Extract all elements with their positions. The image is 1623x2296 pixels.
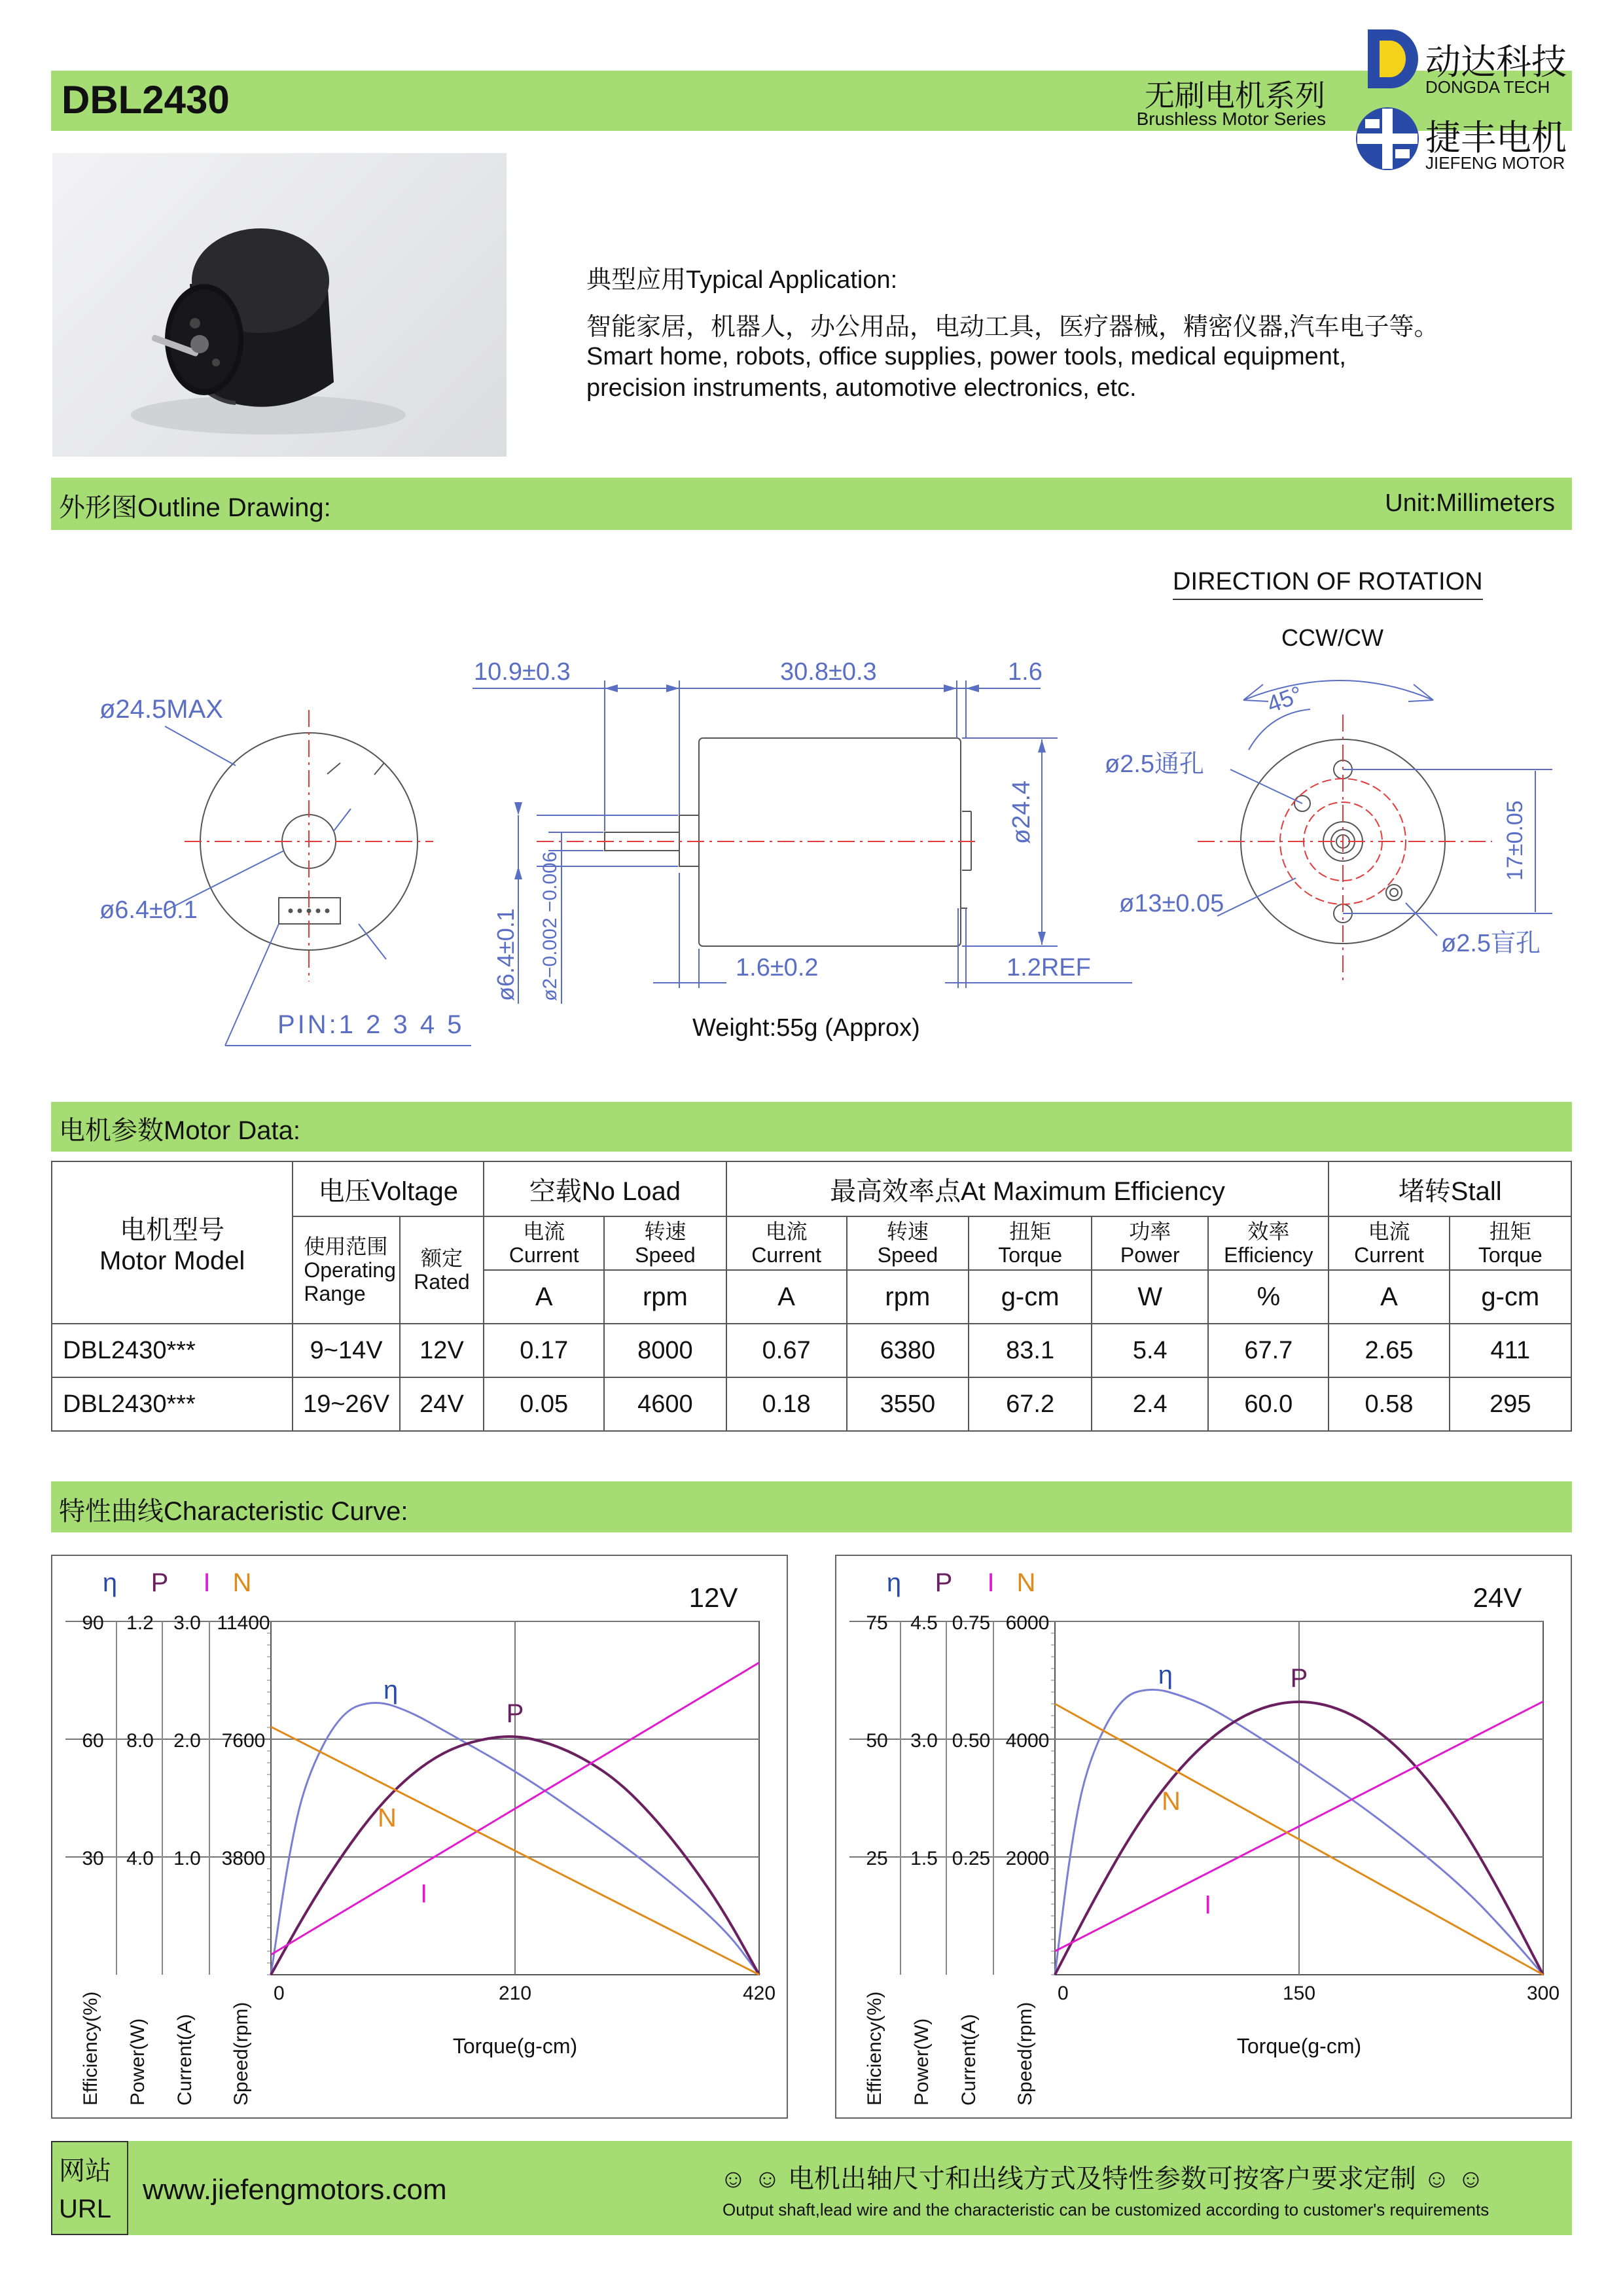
unit-cell: g-cm <box>969 1270 1092 1324</box>
x-tick-label: 0 <box>274 1983 285 2004</box>
series-label: η <box>383 1676 399 1704</box>
application-title: 典型应用Typical Application: <box>586 266 898 294</box>
series-en: Brushless Motor Series <box>1136 109 1326 129</box>
chart-title: 12V <box>688 1582 738 1613</box>
table-cell: 8000 <box>604 1324 726 1377</box>
x-axis-label: Torque(g-cm) <box>1236 2034 1362 2058</box>
y-tick-label: 1.5 <box>910 1848 938 1869</box>
stall-header: 堵转Stall <box>1329 1161 1571 1216</box>
legend-label: P <box>151 1568 169 1597</box>
dim-ref-length: 1.2REF <box>1007 954 1091 981</box>
series-label: I <box>1204 1890 1212 1920</box>
table-cell: 9~14V <box>293 1324 399 1377</box>
sub-operating-range: 使用范围 Operating Range <box>293 1216 399 1324</box>
table-cell: DBL2430*** <box>52 1324 293 1377</box>
chart-title: 24V <box>1472 1582 1522 1613</box>
voltage-header: 电压Voltage <box>293 1161 484 1216</box>
table-cell: 6380 <box>847 1324 969 1377</box>
brand1-cn: 动达科技 <box>1425 43 1567 82</box>
sub-stall-current: 电流 Current <box>1329 1216 1449 1270</box>
series-label: N <box>377 1803 397 1833</box>
sub-rated: 额定 Rated <box>400 1216 484 1324</box>
y-tick-label: 25 <box>866 1848 888 1869</box>
unit-cell: g-cm <box>1450 1270 1571 1324</box>
curve-title: 特性曲线Characteristic Curve: <box>59 1497 408 1526</box>
table-cell: 67.2 <box>969 1377 1092 1431</box>
pcd-label: ø13±0.05 <box>1119 890 1224 917</box>
y-tick-label: 3800 <box>221 1848 266 1869</box>
axis-label: Power(W) <box>911 2018 933 2106</box>
model-title: DBL2430 <box>62 78 230 122</box>
outline-unit: Unit:Millimeters <box>1385 489 1555 517</box>
axis-label: Speed(rpm) <box>1014 2002 1036 2106</box>
chart-12v <box>51 1555 788 2119</box>
table-cell: 2.65 <box>1329 1324 1449 1377</box>
series-cn: 无刷电机系列 <box>1145 79 1325 113</box>
x-tick-label: 300 <box>1526 1983 1560 2004</box>
series-label: I <box>420 1879 428 1909</box>
y-tick-label: 3.0 <box>173 1612 201 1634</box>
table-cell: DBL2430*** <box>52 1377 293 1431</box>
y-tick-label: 0.25 <box>952 1848 991 1869</box>
y-tick-label: 75 <box>866 1612 888 1634</box>
table-cell: 24V <box>400 1377 484 1431</box>
dim-body-diameter: ø24.4 <box>1008 780 1035 844</box>
table-cell: 3550 <box>847 1377 969 1431</box>
legend-label: N <box>1016 1568 1036 1597</box>
unit-cell: % <box>1208 1270 1329 1324</box>
unit-cell: A <box>484 1270 604 1324</box>
table-cell: 0.58 <box>1329 1377 1449 1431</box>
sub-maxeff-torque: 扭矩 Torque <box>969 1216 1092 1270</box>
dim-body-length: 30.8±0.3 <box>780 658 877 686</box>
table-cell: 19~26V <box>293 1377 399 1431</box>
product-photo <box>52 153 507 457</box>
application-en-1: Smart home, robots, office supplies, power tools, medical equipment, <box>586 343 1346 370</box>
table-cell: 5.4 <box>1092 1324 1208 1377</box>
weight-label: Weight:55g (Approx) <box>692 1014 920 1042</box>
motor-data-table <box>51 1161 1572 1432</box>
model-header-cell: 电机型号 Motor Model <box>52 1161 293 1324</box>
brand1-en: DONGDA TECH <box>1425 77 1550 97</box>
series-label: P <box>506 1699 524 1728</box>
url-label-box: 网站 URL <box>51 2141 128 2235</box>
custom-note-en: Output shaft,lead wire and the characteristic can be customized according to customer's requirements <box>722 2200 1489 2219</box>
dim-shaft-length: 10.9±0.3 <box>474 658 571 686</box>
sub-maxeff-speed: 转速 Speed <box>847 1216 969 1270</box>
sub-stall-torque: 扭矩 Torque <box>1450 1216 1571 1270</box>
header-bar <box>51 71 1572 131</box>
jiefeng-logo-icon <box>1353 105 1421 173</box>
y-tick-label: 60 <box>82 1730 104 1752</box>
pin-label: PIN:1 2 3 4 5 <box>277 1010 465 1039</box>
table-cell: 0.05 <box>484 1377 604 1431</box>
dim-step-length: 1.6±0.2 <box>736 954 819 981</box>
y-tick-label: 8.0 <box>126 1730 154 1752</box>
axis-label: Efficiency(%) <box>80 1991 101 2106</box>
application-cn: 智能家居，机器人，办公用品，电动工具，医疗器械，精密仪器,汽车电子等。 <box>586 313 1439 341</box>
y-tick-label: 1.0 <box>173 1848 201 1869</box>
x-tick-label: 150 <box>1282 1983 1316 2004</box>
sub-maxeff-efficiency: 效率 Efficiency <box>1208 1216 1329 1270</box>
y-tick-label: 30 <box>82 1848 104 1869</box>
rotation-direction: CCW/CW <box>1281 624 1383 651</box>
dim-boss-diameter: ø6.4±0.1 <box>492 908 519 1001</box>
x-axis-label: Torque(g-cm) <box>452 2034 578 2058</box>
y-tick-label: 2000 <box>1005 1848 1050 1869</box>
axis-label: Efficiency(%) <box>864 1991 885 2106</box>
through-hole-label: ø2.5通孔 <box>1105 751 1205 778</box>
unit-cell: rpm <box>847 1270 969 1324</box>
table-cell: 295 <box>1450 1377 1571 1431</box>
y-tick-label: 11400 <box>217 1612 270 1634</box>
x-tick-label: 0 <box>1058 1983 1069 2004</box>
dim-end-length: 1.6 <box>1008 658 1043 686</box>
dim-shaft-diameter: ø2−0.002 −0.006 <box>539 851 561 1001</box>
axis-label: Power(W) <box>127 2018 149 2106</box>
chart-24v <box>835 1555 1572 2119</box>
table-cell: 0.18 <box>726 1377 847 1431</box>
dongda-logo-icon <box>1361 26 1420 92</box>
website-link[interactable]: www.jiefengmotors.com <box>143 2174 447 2206</box>
table-cell: 0.67 <box>726 1324 847 1377</box>
y-tick-label: 3.0 <box>910 1730 938 1752</box>
series-label: N <box>1161 1786 1181 1816</box>
table-row <box>52 1324 1571 1377</box>
y-tick-label: 4000 <box>1005 1730 1050 1752</box>
y-tick-label: 1.2 <box>126 1612 154 1634</box>
sub-noload-current: 电流 Current <box>484 1216 604 1270</box>
unit-cell: A <box>1329 1270 1449 1324</box>
unit-cell: rpm <box>604 1270 726 1324</box>
y-tick-label: 0.50 <box>952 1730 991 1752</box>
table-cell: 4600 <box>604 1377 726 1431</box>
blind-hole-label: ø2.5盲孔 <box>1441 930 1541 957</box>
legend-label: I <box>203 1568 211 1597</box>
legend-label: η <box>886 1568 902 1597</box>
dim-diameter-max: ø24.5MAX <box>99 695 223 724</box>
y-tick-label: 7600 <box>221 1730 266 1752</box>
sub-noload-speed: 转速 Speed <box>604 1216 726 1270</box>
brand2-en: JIEFENG MOTOR <box>1425 153 1565 173</box>
y-tick-label: 6000 <box>1005 1612 1050 1634</box>
maxeff-header: 最高效率点At Maximum Efficiency <box>726 1161 1329 1216</box>
table-cell: 411 <box>1450 1324 1571 1377</box>
y-tick-label: 2.0 <box>173 1730 201 1752</box>
custom-note-cn: ☺ ☺ 电机出轴尺寸和出线方式及特性参数可按客户要求定制 ☺ ☺ <box>720 2164 1484 2193</box>
table-cell: 60.0 <box>1208 1377 1329 1431</box>
y-tick-label: 0.75 <box>952 1612 991 1634</box>
table-cell: 83.1 <box>969 1324 1092 1377</box>
unit-cell: A <box>726 1270 847 1324</box>
table-cell: 12V <box>400 1324 484 1377</box>
y-tick-label: 90 <box>82 1612 104 1634</box>
legend-label: η <box>102 1568 118 1597</box>
axis-label: Current(A) <box>174 2013 196 2106</box>
sub-maxeff-current: 电流 Current <box>726 1216 847 1270</box>
sub-maxeff-power: 功率 Power <box>1092 1216 1208 1270</box>
motor-data-title: 电机参数Motor Data: <box>59 1116 300 1145</box>
y-tick-label: 50 <box>866 1730 888 1752</box>
dim-hub-diameter: ø6.4±0.1 <box>99 896 198 924</box>
legend-label: I <box>987 1568 995 1597</box>
outline-title: 外形图Outline Drawing: <box>59 493 331 522</box>
table-row <box>52 1377 1571 1431</box>
series-label: η <box>1158 1661 1173 1690</box>
x-tick-label: 210 <box>498 1983 532 2004</box>
y-tick-label: 4.5 <box>910 1612 938 1634</box>
x-tick-label: 420 <box>742 1983 776 2004</box>
brand2-cn: 捷丰电机 <box>1425 118 1567 158</box>
rotation-title: DIRECTION OF ROTATION <box>1173 568 1483 600</box>
application-en-2: precision instruments, automotive electronics, etc. <box>586 374 1137 402</box>
legend-label: P <box>935 1568 953 1597</box>
series-label: P <box>1290 1664 1308 1693</box>
angle-label: 45° <box>1263 680 1306 718</box>
y-tick-label: 4.0 <box>126 1848 154 1869</box>
axis-label: Current(A) <box>958 2013 980 2106</box>
table-cell: 2.4 <box>1092 1377 1208 1431</box>
hole-spacing-label: 17±0.05 <box>1503 800 1527 881</box>
table-cell: 0.17 <box>484 1324 604 1377</box>
noload-header: 空载No Load <box>484 1161 726 1216</box>
legend-label: N <box>232 1568 252 1597</box>
table-cell: 67.7 <box>1208 1324 1329 1377</box>
unit-cell: W <box>1092 1270 1208 1324</box>
axis-label: Speed(rpm) <box>230 2002 252 2106</box>
